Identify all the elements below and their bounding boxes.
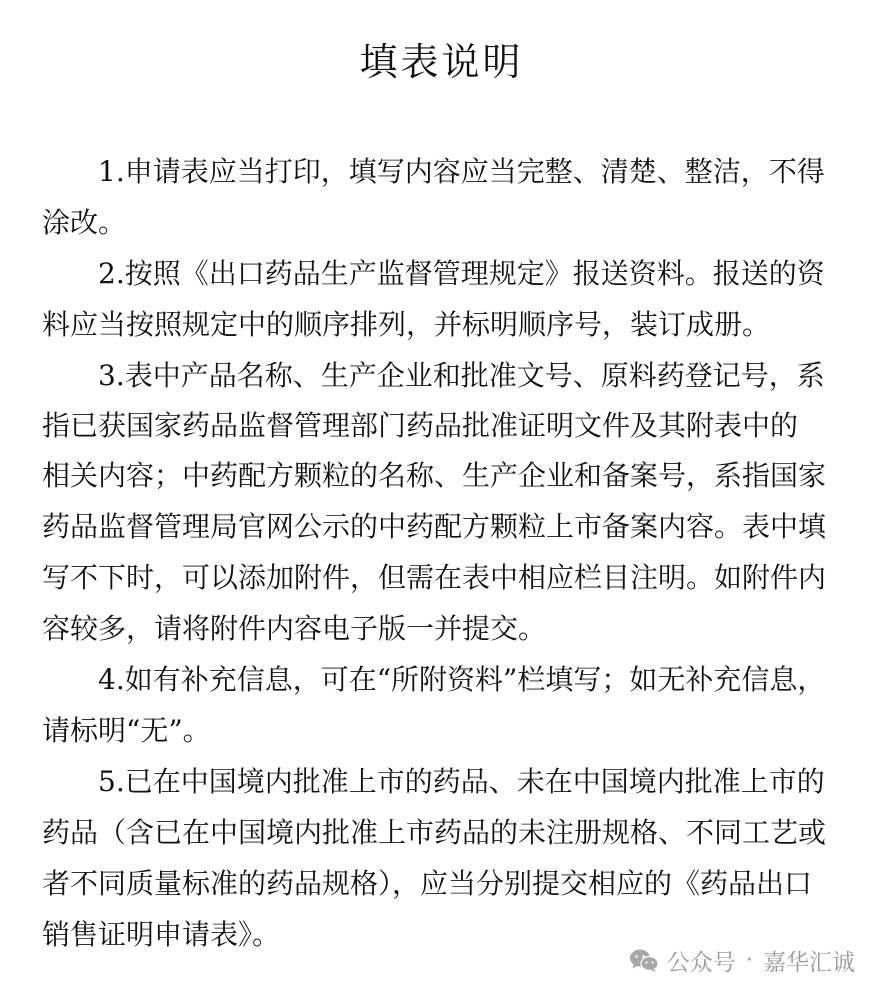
watermark-source: 公众号 <box>666 949 736 976</box>
item-4-line-1: 4.如有补充信息，可在“所附资料”栏填写；如无补充信息， <box>98 663 826 696</box>
item-3-line-2: 指已获国家药品监督管理部门药品批准证明文件及其附表中的 <box>42 409 799 442</box>
item-3-line-5: 写不下时，可以添加附件，但需在表中相应栏目注明。如附件内 <box>42 561 827 594</box>
item-2-line-2: 料应当按照规定中的顺序排列，并标明顺序号，装订成册。 <box>42 308 771 341</box>
item-1-line-1: 1.申请表应当打印，填写内容应当完整、清楚、整洁，不得 <box>98 155 825 188</box>
item-4-line-2: 请标明“无”。 <box>42 714 211 747</box>
watermark <box>629 944 855 976</box>
item-5-line-3: 者不同质量标准的药品规格），应当分别提交相应的《药品出口 <box>42 867 813 900</box>
item-5-line-4: 销售证明申请表》。 <box>42 918 281 951</box>
item-3-line-6: 容较多，请将附件内容电子版一并提交。 <box>42 612 547 645</box>
item-5-line-2: 药品（含已在中国境内批准上市药品的未注册规格、不同工艺或 <box>42 816 827 849</box>
item-3-line-1: 3.表中产品名称、生产企业和批准文号、原料药登记号，系 <box>98 359 825 392</box>
item-5-line-1: 5.已在中国境内批准上市的药品、未在中国境内批准上市的 <box>98 765 825 798</box>
watermark-account: 嘉华汇诚 <box>763 949 855 976</box>
item-3-line-3: 相关内容；中药配方颗粒的名称、生产企业和备案号，系指国家 <box>42 459 827 492</box>
item-2-line-1: 2.按照《出口药品生产监督管理规定》报送资料。报送的资 <box>98 257 825 290</box>
item-1-line-2: 涂改。 <box>42 206 127 239</box>
watermark-separator: · <box>745 947 753 973</box>
item-3-line-4: 药品监督管理局官网公示的中药配方颗粒上市备案内容。表中填 <box>42 510 827 543</box>
document-title: 填表说明 <box>359 40 524 84</box>
wechat-official-account-icon <box>629 947 659 973</box>
